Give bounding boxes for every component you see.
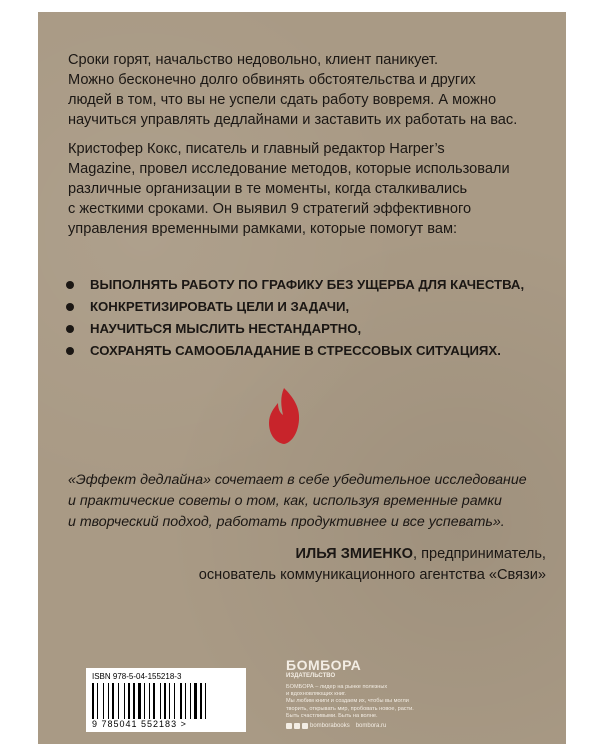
list-item <box>64 340 524 362</box>
barcode-bars <box>92 683 240 719</box>
barcode-bar <box>171 683 173 719</box>
barcode-bar <box>149 683 150 719</box>
bullet-dot-icon <box>66 325 74 333</box>
description-line: управления временными рамками, которые помогут вам: <box>68 221 458 237</box>
intro-paragraph <box>68 50 546 130</box>
quote-line: и практические советы о том, как, используя временные рамки <box>68 493 502 509</box>
barcode-bar <box>118 683 119 719</box>
barcode-bar <box>142 683 143 719</box>
barcode-bar <box>200 683 202 719</box>
barcode-bar <box>176 683 179 719</box>
barcode-bar <box>192 683 193 719</box>
publisher-logo: БОМБОРА <box>286 657 362 673</box>
bullet-dot-icon <box>66 303 74 311</box>
intro-line: Сроки горят, начальство недовольно, клиент паникует. <box>68 52 439 68</box>
list-item-text: ВЫПОЛНЯТЬ РАБОТУ ПО ГРАФИКУ БЕЗ УЩЕРБА ДЛЯ КАЧЕСТВА, <box>90 277 525 292</box>
back-cover <box>38 12 566 744</box>
benefits-list <box>64 274 524 362</box>
author-role: , предприниматель, <box>413 546 546 562</box>
publisher-block <box>286 658 436 729</box>
bullet-dot-icon <box>66 347 74 355</box>
barcode-bar <box>144 683 145 719</box>
publisher-line: БОМБОРА – лидер на рынке полезных <box>286 684 388 690</box>
instagram-icon[interactable] <box>302 723 308 729</box>
description-paragraph <box>68 139 546 239</box>
barcode-bar <box>185 683 186 719</box>
barcode-bar <box>133 683 135 719</box>
barcode-bar <box>169 683 170 719</box>
review-quote <box>68 470 546 533</box>
quote-line: и творческий подход, работать продуктивнее и все успевать». <box>68 514 505 530</box>
author-name: ИЛЬЯ ЗМИЕНКО <box>295 546 414 562</box>
publisher-line: Быть счастливыми. Быть на волне. <box>286 712 378 719</box>
barcode-bar <box>203 683 204 719</box>
barcode-bar <box>108 683 109 719</box>
description-line: Magazine, провел исследование методов, которые использовали <box>68 161 510 177</box>
barcode-bar <box>205 683 206 719</box>
isbn-barcode <box>86 668 246 732</box>
vk-icon[interactable] <box>294 723 300 729</box>
barcode-bar <box>153 683 155 719</box>
barcode-bar <box>164 683 166 719</box>
description-line: с жесткими сроками. Он выявил 9 стратегий эффективного <box>68 201 472 217</box>
barcode-bar <box>198 683 199 719</box>
barcode-bar <box>95 683 96 719</box>
list-item-text: СОХРАНЯТЬ САМООБЛАДАНИЕ В СТРЕССОВЫХ СИТУАЦИЯХ. <box>90 343 501 358</box>
publisher-line: и вдохновляющих книг. <box>286 691 346 698</box>
list-item <box>64 296 524 318</box>
social-links <box>286 723 436 729</box>
intro-line: Можно бесконечно долго обвинять обстоятельства и других <box>68 72 476 88</box>
barcode-bar <box>112 683 114 719</box>
barcode-bar <box>115 683 117 719</box>
barcode-bar <box>138 683 141 719</box>
social-handle[interactable]: bomborabooks <box>310 723 350 730</box>
barcode-number: 9 785041 552183 > <box>92 719 187 729</box>
barcode-bar <box>136 683 137 719</box>
description-line: Кристофер Кокс, писатель и главный редактор Harper’s <box>68 141 445 157</box>
barcode-bar <box>167 683 168 719</box>
publisher-line: творить, открывать мир, пробовать новое, расти. <box>286 705 414 712</box>
author-line <box>199 544 546 565</box>
barcode-bar <box>190 683 191 719</box>
flame-icon <box>266 387 302 445</box>
barcode-bar <box>99 683 102 719</box>
quote-author <box>199 544 546 586</box>
quote-line: «Эффект дедлайна» сочетает в себе убедительное исследование <box>68 472 527 488</box>
barcode-bar <box>151 683 152 719</box>
website-link[interactable]: bombora.ru <box>355 723 387 730</box>
list-item <box>64 318 524 340</box>
facebook-icon[interactable] <box>286 723 292 729</box>
barcode-bar <box>126 683 127 719</box>
list-item-text: КОНКРЕТИЗИРОВАТЬ ЦЕЛИ И ЗАДАЧИ, <box>90 299 350 314</box>
barcode-bar <box>160 683 161 719</box>
barcode-bar <box>187 683 189 719</box>
description-line: различные организации в те моменты, когда сталкивались <box>68 181 468 197</box>
barcode-bar <box>110 683 111 719</box>
list-item <box>64 274 524 296</box>
barcode-bar <box>183 683 184 719</box>
barcode-bar <box>146 683 148 719</box>
barcode-bar <box>103 683 104 719</box>
barcode-bar <box>180 683 182 719</box>
list-item-text: НАУЧИТЬСЯ МЫСЛИТЬ НЕСТАНДАРТНО, <box>90 321 362 336</box>
barcode-bar <box>124 683 125 719</box>
intro-line: научиться управлять дедлайнами и заставить их работать на вас. <box>68 112 518 128</box>
barcode-bar <box>162 683 163 719</box>
publisher-subtitle: ИЗДАТЕЛЬСТВО <box>286 673 336 679</box>
barcode-bar <box>97 683 98 719</box>
barcode-bar <box>105 683 107 719</box>
publisher-line: Мы любим книги и создаем их, чтобы вы могли <box>286 698 409 705</box>
author-affiliation: основатель коммуникационного агентства «Связи» <box>198 567 546 583</box>
barcode-bar <box>156 683 159 719</box>
bullet-dot-icon <box>66 281 74 289</box>
barcode-bar <box>92 683 94 719</box>
isbn-label: ISBN 978-5-04-155218-3 <box>92 672 182 681</box>
barcode-bar <box>194 683 197 719</box>
intro-line: людей в том, что вы не успели сдать работу вовремя. А можно <box>68 92 497 108</box>
barcode-bar <box>120 683 123 719</box>
barcode-bar <box>128 683 130 719</box>
barcode-bar <box>131 683 132 719</box>
barcode-bar <box>174 683 175 719</box>
